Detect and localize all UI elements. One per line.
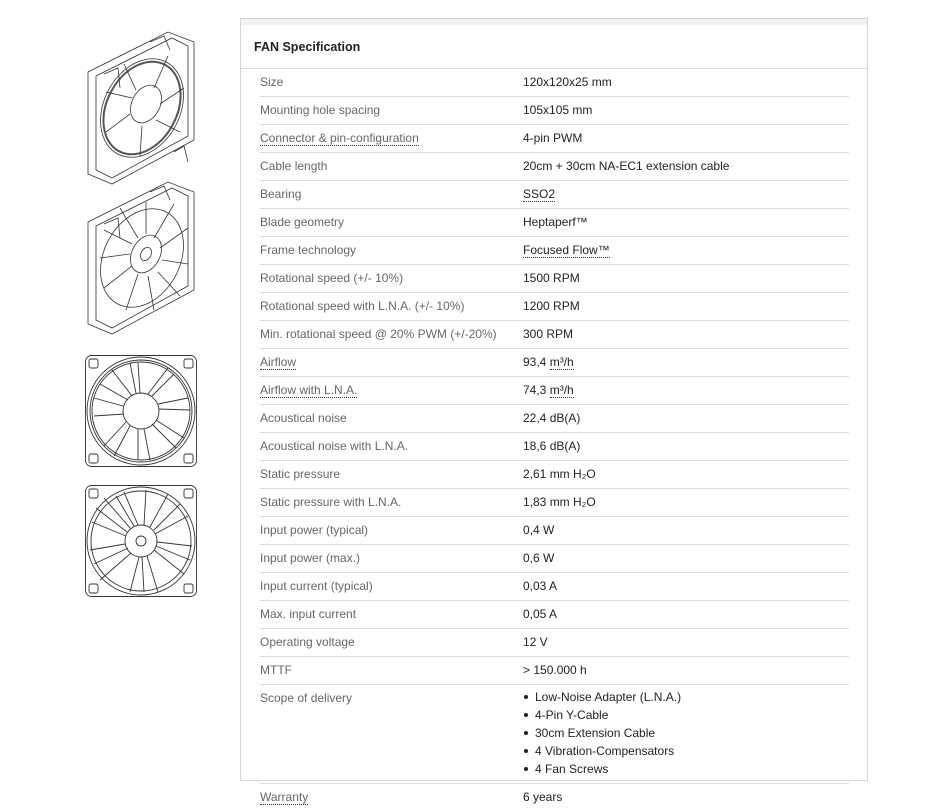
spec-value: 6 years	[523, 790, 563, 804]
list-item: 4-Pin Y-Cable	[523, 706, 681, 724]
spec-row-blade-geometry	[260, 209, 849, 237]
spec-row-frame-technology	[260, 237, 849, 265]
spec-label: Scope of delivery	[260, 691, 353, 705]
spec-value: 18,6 dB(A)	[523, 439, 581, 453]
spec-label: Min. rotational speed @ 20% PWM (+/-20%)	[260, 327, 497, 341]
list-item: 4 Vibration-Compensators	[523, 742, 681, 760]
fan-specification-card	[240, 18, 868, 804]
spec-label: Static pressure	[260, 467, 341, 481]
fan-front-view-image[interactable]	[84, 354, 198, 468]
spec-value: 0,4 W	[523, 523, 555, 537]
airflow-number: 93,4	[523, 355, 547, 369]
spec-label: Rotational speed with L.N.A. (+/- 10%)	[260, 299, 465, 313]
spec-label: Size	[260, 75, 284, 89]
spec-row-min-rotational-speed	[260, 321, 849, 349]
spec-value: 22,4 dB(A)	[523, 411, 581, 425]
spec-label: MTTF	[260, 663, 292, 677]
spec-table	[241, 69, 867, 811]
spec-row-static-pressure-lna	[260, 489, 849, 517]
spec-value: 1500 RPM	[523, 271, 580, 285]
spec-value: 2,61 mm H₂O	[523, 467, 596, 481]
airflow-tooltip-term[interactable]: Airflow	[260, 355, 297, 369]
spec-label: Input power (typical)	[260, 523, 369, 537]
spec-label: Max. input current	[260, 607, 357, 621]
spec-row-size	[260, 69, 849, 97]
spec-value	[523, 685, 681, 783]
spec-value: 1,83 mm H₂O	[523, 495, 596, 509]
spec-label: Rotational speed (+/- 10%)	[260, 271, 404, 285]
spec-label: Static pressure with L.N.A.	[260, 495, 402, 509]
spec-row-input-power-typical	[260, 517, 849, 545]
spec-label: Mounting hole spacing	[260, 103, 381, 117]
spec-label: Blade geometry	[260, 215, 345, 229]
spec-value: 105x105 mm	[523, 103, 593, 117]
spec-row-warranty	[260, 784, 849, 811]
spec-row-input-current-typical	[260, 573, 849, 601]
spec-row-bearing	[260, 181, 849, 209]
spec-label: Cable length	[260, 159, 328, 173]
spec-label-tooltip	[260, 125, 523, 152]
spec-label: Input power (max.)	[260, 551, 361, 565]
spec-row-connector	[260, 125, 849, 153]
fan-back-view-image[interactable]	[84, 484, 198, 598]
spec-value: 1200 RPM	[523, 299, 580, 313]
airflow-lna-tooltip-term[interactable]: Airflow with L.N.A.	[260, 383, 358, 397]
spec-value: 12 V	[523, 635, 548, 649]
airflow-lna-number: 74,3	[523, 383, 547, 397]
spec-label-tooltip	[260, 377, 523, 404]
spec-value-tooltip	[523, 181, 555, 208]
spec-row-airflow-lna	[260, 377, 849, 405]
list-item: Low-Noise Adapter (L.N.A.)	[523, 688, 681, 706]
spec-label: Operating voltage	[260, 635, 355, 649]
spec-value: > 150.000 h	[523, 663, 587, 677]
warranty-tooltip-term[interactable]: Warranty	[260, 790, 309, 804]
spec-value: 20cm + 30cm NA-EC1 extension cable	[523, 159, 730, 173]
spec-value	[523, 377, 574, 404]
spec-row-operating-voltage	[260, 629, 849, 657]
spec-row-acoustical-noise	[260, 405, 849, 433]
spec-row-scope-of-delivery	[260, 685, 849, 784]
spec-row-mttf	[260, 657, 849, 685]
spec-label-tooltip	[260, 784, 523, 811]
spec-value	[523, 349, 574, 376]
airflow-lna-unit-tooltip[interactable]: m³/h	[549, 383, 574, 397]
spec-label-tooltip	[260, 349, 523, 376]
spec-row-mounting-hole-spacing	[260, 97, 849, 125]
airflow-unit-tooltip[interactable]: m³/h	[549, 355, 574, 369]
spec-row-rotational-speed	[260, 265, 849, 293]
connector-tooltip-term[interactable]: Connector & pin-configuration	[260, 131, 419, 145]
list-item: 30cm Extension Cable	[523, 724, 681, 742]
frame-technology-tooltip-term[interactable]: Focused Flow™	[523, 243, 610, 257]
spec-row-airflow	[260, 349, 849, 377]
spec-row-static-pressure	[260, 461, 849, 489]
spec-value-tooltip	[523, 237, 610, 264]
list-item: 4 Fan Screws	[523, 760, 681, 778]
spec-value: 0,6 W	[523, 551, 555, 565]
fan-isometric-back-image[interactable]	[84, 178, 198, 336]
spec-label: Input current (typical)	[260, 579, 373, 593]
spec-value: 300 RPM	[523, 327, 574, 341]
spec-label: Frame technology	[260, 243, 357, 257]
spec-label: Acoustical noise with L.N.A.	[260, 439, 409, 453]
spec-row-cable-length	[260, 153, 849, 181]
spec-row-max-input-current	[260, 601, 849, 629]
spec-row-rotational-speed-lna	[260, 293, 849, 321]
spec-label: Acoustical noise	[260, 411, 347, 425]
spec-value: 4-pin PWM	[523, 131, 583, 145]
bearing-tooltip-term[interactable]: SSO2	[523, 187, 556, 201]
spec-row-acoustical-noise-lna	[260, 433, 849, 461]
spec-row-input-power-max	[260, 545, 849, 573]
spec-value: 120x120x25 mm	[523, 75, 612, 89]
spec-value: Heptaperf™	[523, 215, 588, 229]
scope-of-delivery-list	[523, 688, 681, 778]
card-title: FAN Specification	[241, 25, 867, 69]
fan-isometric-front-image[interactable]	[84, 28, 198, 186]
spec-value: 0,03 A	[523, 579, 558, 593]
spec-value: 0,05 A	[523, 607, 558, 621]
spec-label: Bearing	[260, 187, 302, 201]
